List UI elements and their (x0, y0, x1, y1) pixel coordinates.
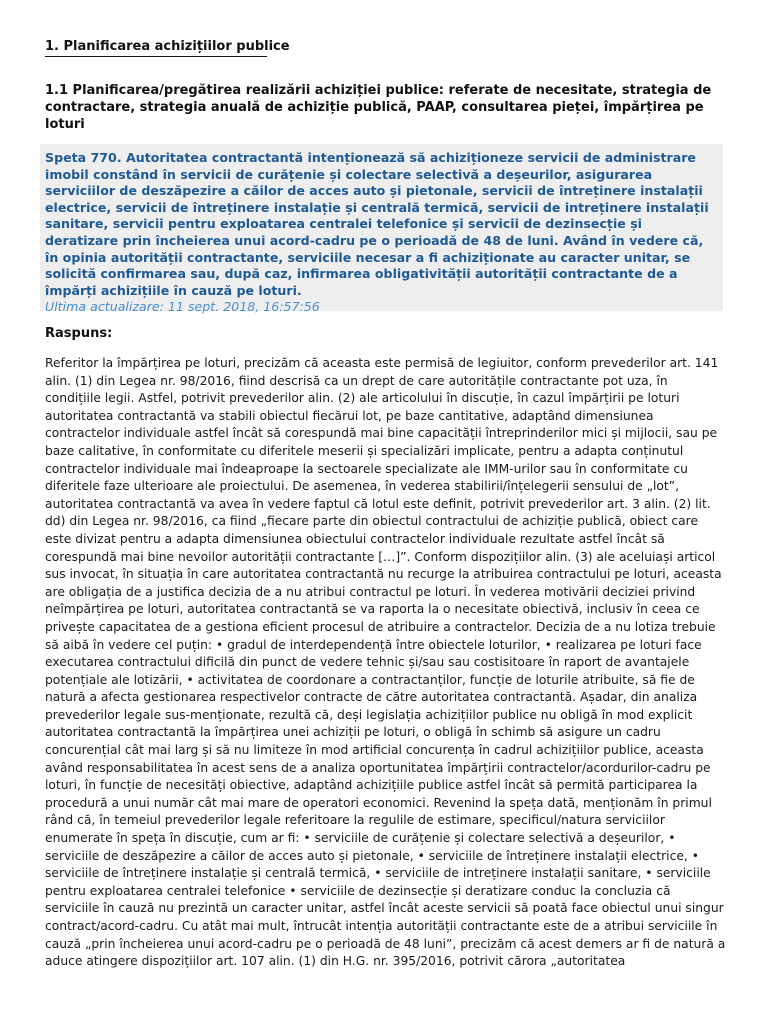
last-updated-timestamp: Ultima actualizare: 11 sept. 2018, 16:57:56 (45, 299, 320, 315)
speta-box (40, 144, 723, 315)
answer-heading: Raspuns: (45, 326, 113, 341)
section-title-underline (45, 56, 267, 57)
speta-question: Speta 770. Autoritatea contractantă intenționează să achiziționeze servicii de administrare imobil constând în servicii de curățenie și colectare selectivă a deșeurilor, asigurarea serviciilor de deszăpezire a căilor de acces auto și pietonale, servicii de întreținere instalații electrice, servicii de întreținere instalație și centrală termică, servicii de intreținere instalații sanitare, servicii pentru exploatarea centralei telefonice și servicii de dezinsecție și deratizare prin încheierea unui acord-cadru pe o perioadă de 48 de luni. Având în vedere că, în opinia autorității contractante, serviciile necesar a fi achiziționate au caracter unitar, se solicită confirmarea sau, după caz, infirmarea obligativității autorității contractante de a împărți achizițiile în cauză pe loturi. (45, 150, 709, 298)
subsection-title: 1.1 Planificarea/pregătirea realizării achiziției publice: referate de necesitate, strategia de contractare, strategia anuală de achiziție publică, PAAP, consultarea pieței, împărțirea pe loturi (45, 83, 712, 132)
answer-body: Referitor la împărțirea pe loturi, precizăm că aceasta este permisă de legiuitor, conform prevederilor art. 141 alin. (1) din Legea nr. 98/2016, fiind descrisă ca un drept de care autoritățile contractante pot uza, în condițiile legii. Astfel, potrivit prevederilor alin. (2) ale articolului în discuție, în cazul împărțirii pe loturi autoritatea contractantă va stabili obiectul fiecărui lot, pe baze cantitative, adaptând dimensiunea contractelor individuale astfel încât să corespundă mai bine capacității întreprinderilor mici și mijlocii, sau pe baze calitative, în conformitate cu diferitele meserii și specializări implicate, pentru a adapta conținutul contractelor individuale mai îndeaproape la sectoarele specializate ale IMM-urilor sau în conformitate cu diferitele faze ulterioare ale proiectului. De asemenea, în vederea stabilirii/înțelegerii sensului de „lot”, autoritatea contractantă va avea în vedere faptul că lotul este definit, potrivit prevederilor art. 3 alin. (2) lit. dd) din Legea nr. 98/2016, ca fiind „fiecare parte din obiectul contractului de achiziție publică, obiect care este divizat pentru a adapta dimensiunea obiectului contractelor individuale rezultate astfel încât să corespundă mai bine nevoilor autorității contractante […]”. Conform dispozițiilor alin. (3) ale aceluiași articol sus invocat, în situația în care autoritatea contractantă nu recurge la atribuirea contractului pe loturi, aceasta are obligația de a justifica decizia de a nu atribui contractul pe loturi. În vederea motivării deciziei privind neîmpărțirea pe loturi, autoritatea contractantă se va raporta la o necesitate obiectivă, inclusiv în ceea ce privește capacitatea de a gestiona eficient procesul de atribuire a contractelor. Decizia de a nu lotiza trebuie să aibă în vedere cel puțin: • gradul de interdependență între obiectele loturilor, • realizarea pe loturi face executarea contractului dificilă din punct de vedere tehnic și/sau sau costisitoare în raport de avantajele potențiale ale lotizării, • activitatea de coordonare a contractanților, funcție de loturile atribuite, să fie de natură a afecta gestionarea respectivelor contracte de către autoritatea contractantă. Așadar, din analiza prevederilor legale sus-menționate, rezultă că, deși legislația achizițiilor publice nu obligă în mod explicit autoritatea contractantă la împărțirea unei achiziții pe loturi, o obligă în schimb să asigure un cadru concurențial cât mai larg și să nu limiteze în mod artificial concurența în cadrul achizițiilor publice, aceasta având responsabilitatea în acest sens de a analiza oportunitatea împărțirii contractelor/acordurilor-cadru pe loturi, în funcție de necesități obiective, adaptând achizițiile publice astfel încât să permită participarea la procedură a unui număr cât mai mare de operatori economici. Revenind la speța dată, menționăm în primul rând că, în temeiul prevederilor legale referitoare la regulile de estimare, specificul/natura serviciilor enumerate în speța în discuție, cum ar fi: • serviciile de curățenie și colectare selectivă a deșeurilor, • serviciile de deszăpezire a căilor de acces auto și pietonale, • serviciile de întreținere instalații electrice, • serviciile de întreținere instalație și centrală termică, • serviciile de intreținere instalații sanitare, • serviciile pentru exploatarea centralei telefonice • serviciile de dezinsecție și deratizare conduc la concluzia că serviciile în cauză nu prezintă un caracter unitar, astfel încât aceste servicii să poată face obiectul unui singur contract/acord-cadru. Cu atât mai mult, întrucât intenția autorității contractante este de a atribui serviciile în cauză „prin încheierea unui acord-cadru pe o perioadă de 48 luni”, precizăm că acest demers ar fi de natură a aduce atingere dispozițiilor art. 107 alin. (1) din H.G. nr. 395/2016, potrivit cărora „autoritatea (45, 356, 726, 969)
section-title: 1. Planificarea achizițiilor publice (45, 39, 290, 54)
